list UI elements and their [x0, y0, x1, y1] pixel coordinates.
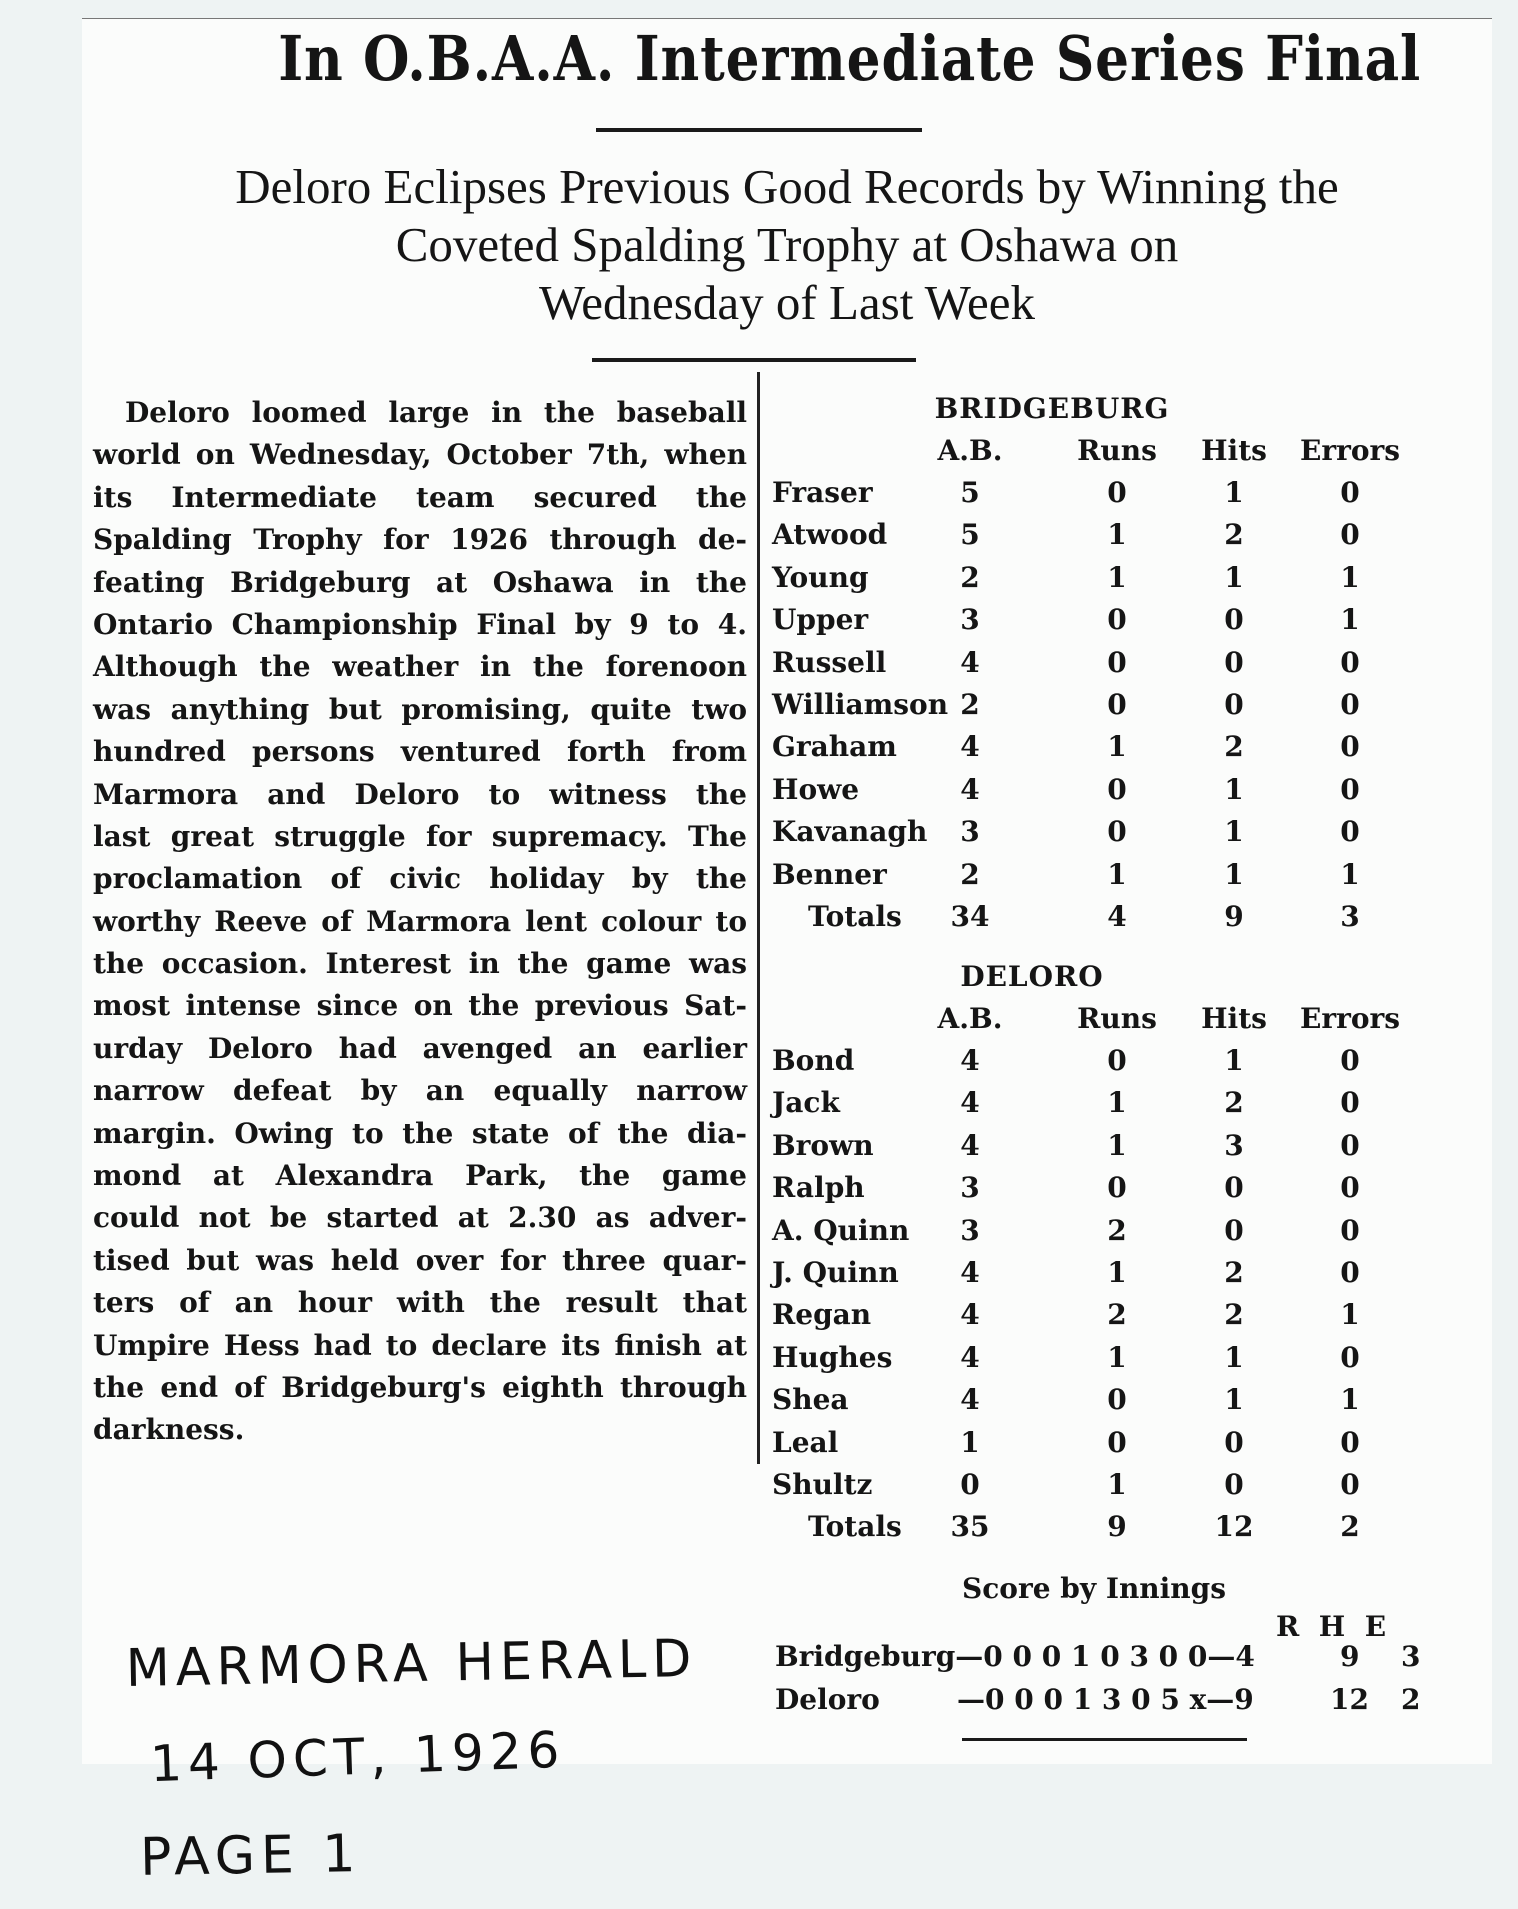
player-row [772, 1086, 1412, 1128]
runs-value: 0 [1107, 1171, 1127, 1205]
errors-value: 0 [1340, 772, 1360, 806]
innings-hits: 9 [1340, 1640, 1360, 1673]
article-line: world on Wednesday, October 7th, when [93, 438, 747, 472]
at-bats-value: 4 [960, 1086, 980, 1120]
runs-value: 0 [1107, 1383, 1127, 1417]
header-runs: Runs [1077, 1002, 1157, 1035]
player-row [772, 1171, 1412, 1213]
runs-value: 9 [1107, 1510, 1127, 1544]
header-errors: Errors [1299, 1002, 1401, 1035]
innings-hits: 12 [1330, 1683, 1369, 1716]
hits-value: 0 [1224, 603, 1244, 637]
hits-value: 1 [1224, 1383, 1244, 1417]
player-name: Howe [772, 772, 860, 806]
runs-value: 1 [1107, 730, 1127, 764]
at-bats-value: 3 [960, 815, 980, 849]
at-bats-value: 3 [960, 1171, 980, 1205]
errors-value: 0 [1340, 476, 1360, 509]
player-row [772, 1468, 1412, 1510]
hits-value: 2 [1224, 730, 1244, 764]
at-bats-value: 4 [960, 1383, 980, 1417]
article-line: Although the weather in the forenoon [93, 650, 747, 684]
errors-value: 1 [1340, 560, 1360, 594]
runs-value: 0 [1107, 476, 1127, 509]
column-rule [757, 372, 760, 1464]
player-name: Fraser [772, 476, 873, 509]
player-row [772, 1129, 1412, 1171]
hits-value: 2 [1224, 518, 1244, 552]
at-bats-value: 4 [960, 1128, 980, 1162]
errors-value: 1 [1340, 1383, 1360, 1417]
errors-value: 1 [1340, 857, 1360, 891]
at-bats-value: 5 [960, 476, 980, 509]
at-bats-value: 0 [960, 1468, 980, 1501]
player-row [772, 1298, 1412, 1340]
errors-value: 0 [1340, 1425, 1360, 1459]
at-bats-value: 4 [960, 730, 980, 764]
article-line: most intense since on the previous Sat- [93, 989, 747, 1023]
runs-value: 1 [1107, 560, 1127, 594]
errors-value: 0 [1340, 1340, 1360, 1374]
article-line: the occasion. Interest in the game was [93, 947, 747, 981]
errors-value: 0 [1340, 815, 1360, 849]
runs-value: 2 [1107, 1213, 1127, 1247]
errors-value: 2 [1340, 1510, 1360, 1544]
innings-row-deloro [775, 1683, 1425, 1716]
hits-value: 12 [1214, 1510, 1254, 1544]
player-row [772, 773, 1412, 815]
handwritten-source: MARMORA HERALD [125, 1629, 698, 1699]
hits-value: 1 [1224, 1340, 1244, 1374]
runs-value: 1 [1107, 1256, 1127, 1289]
team-title: DELORO [960, 960, 1104, 993]
article-line: Deloro loomed large in the baseball [125, 396, 747, 429]
errors-value: 3 [1340, 900, 1360, 933]
runs-value: 1 [1107, 1128, 1127, 1162]
player-name: Russell [772, 645, 887, 679]
innings-title: Score by Innings [962, 1572, 1227, 1605]
at-bats-value: 3 [960, 603, 980, 637]
innings-team: Bridgeburg [775, 1640, 956, 1673]
player-name: Kavanagh [772, 815, 928, 849]
header-runs: Runs [1077, 434, 1157, 467]
player-row [772, 603, 1412, 645]
header-ab: A.B. [937, 1002, 1003, 1035]
runs-value: 2 [1107, 1298, 1127, 1332]
runs-value: 4 [1107, 900, 1127, 933]
subheadline-line: Deloro Eclipses Previous Good Records by Winning the [235, 159, 1339, 214]
errors-value: 0 [1340, 1256, 1360, 1289]
column-headers [772, 434, 1412, 476]
article-line: could not be started at 2.30 as adver- [93, 1201, 747, 1235]
player-name: Jack [772, 1086, 840, 1120]
article-line: Ontario Championship Final by 9 to 4. [93, 607, 747, 641]
closing-rule [962, 1738, 1247, 1741]
at-bats-value: 1 [960, 1425, 980, 1459]
at-bats-value: 35 [950, 1510, 990, 1544]
hits-value: 1 [1224, 772, 1244, 806]
player-row [772, 476, 1412, 518]
article-line: narrow defeat by an equally narrow [93, 1074, 747, 1108]
hits-value: 2 [1224, 1086, 1244, 1120]
at-bats-value: 4 [960, 1044, 980, 1077]
totals-row [772, 1510, 1412, 1552]
player-row [772, 1044, 1412, 1086]
runs-value: 0 [1107, 1425, 1127, 1459]
article-line: was anything but promising, quite two [93, 692, 747, 726]
subheadline [82, 158, 1492, 332]
player-row [772, 1214, 1412, 1256]
at-bats-value: 4 [960, 1298, 980, 1332]
innings-line: —0 0 0 1 0 3 0 0—4 [955, 1640, 1255, 1673]
hits-value: 1 [1224, 1044, 1244, 1077]
at-bats-value: 2 [960, 857, 980, 891]
runs-value: 0 [1107, 815, 1127, 849]
subheadline-rule [592, 358, 916, 362]
errors-value: 0 [1340, 1213, 1360, 1247]
errors-value: 1 [1340, 1298, 1360, 1332]
article-line: mond at Alexandra Park, the game [93, 1159, 747, 1193]
runs-value: 1 [1107, 518, 1127, 552]
runs-value: 1 [1107, 1340, 1127, 1374]
player-row [772, 646, 1412, 688]
player-name: Leal [772, 1425, 839, 1459]
runs-value: 0 [1107, 772, 1127, 806]
player-name: Graham [772, 730, 897, 764]
at-bats-value: 4 [960, 1340, 980, 1374]
player-row [772, 688, 1412, 730]
handwritten-date: 14 OCT, 1926 [149, 1720, 567, 1794]
runs-value: 0 [1107, 1044, 1127, 1077]
at-bats-value: 2 [960, 560, 980, 594]
article-line: urday Deloro had avenged an earlier [93, 1031, 747, 1065]
errors-value: 0 [1340, 1044, 1360, 1077]
player-row [772, 1383, 1412, 1425]
innings-rhe-header: R H E [1276, 1610, 1387, 1643]
article-line: Umpire Hess had to declare its finish at [93, 1328, 747, 1362]
innings-row-bridgeburg [775, 1640, 1425, 1673]
player-name: Regan [772, 1298, 872, 1332]
runs-value: 1 [1107, 857, 1127, 891]
player-name: Hughes [772, 1340, 893, 1374]
player-name: Benner [772, 857, 887, 891]
hits-value: 2 [1224, 1298, 1244, 1332]
article-line: Marmora and Deloro to witness the [93, 777, 747, 811]
headline: In O.B.A.A. Intermediate Series Final [278, 22, 1422, 95]
runs-value: 0 [1107, 645, 1127, 679]
runs-value: 1 [1107, 1086, 1127, 1120]
handwritten-page: PAGE 1 [139, 1824, 362, 1888]
headline-rule [596, 128, 922, 132]
at-bats-value: 2 [960, 688, 980, 721]
errors-value: 0 [1340, 1468, 1360, 1501]
hits-value: 1 [1224, 560, 1244, 594]
article-line: tised but was held over for three quar- [93, 1243, 747, 1277]
player-name: Ralph [772, 1171, 865, 1205]
errors-value: 0 [1340, 645, 1360, 679]
article-line: worthy Reeve of Marmora lent colour to [93, 904, 747, 938]
team-title: BRIDGEBURG [934, 392, 1170, 425]
article-line: Spalding Trophy for 1926 through de- [93, 523, 747, 557]
errors-value: 0 [1340, 1128, 1360, 1162]
article-line: the end of Bridgeburg's eighth through [93, 1370, 747, 1404]
totals-label: Totals [808, 900, 902, 933]
errors-value: 1 [1340, 603, 1360, 637]
hits-value: 1 [1224, 857, 1244, 891]
subheadline-line: Coveted Spalding Trophy at Oshawa on [395, 217, 1179, 272]
totals-row [772, 900, 1412, 942]
player-row [772, 1426, 1412, 1468]
article-line: ters of an hour with the result that [93, 1286, 747, 1320]
hits-value: 0 [1224, 688, 1244, 721]
runs-value: 0 [1107, 603, 1127, 637]
hits-value: 0 [1224, 1425, 1244, 1459]
player-name: Shultz [772, 1468, 873, 1501]
header-errors: Errors [1299, 434, 1401, 467]
article-line: its Intermediate team secured the [93, 480, 747, 514]
hits-value: 0 [1224, 645, 1244, 679]
article-line: darkness. [93, 1413, 245, 1447]
subheadline-line: Wednesday of Last Week [538, 275, 1035, 330]
errors-value: 0 [1340, 518, 1360, 552]
player-name: Shea [772, 1383, 849, 1417]
at-bats-value: 3 [960, 1213, 980, 1247]
player-row [772, 730, 1412, 772]
hits-value: 0 [1224, 1468, 1244, 1501]
player-name: Upper [772, 603, 869, 637]
header-hits: Hits [1201, 1002, 1267, 1035]
hits-value: 1 [1224, 476, 1244, 509]
header-ab: A.B. [937, 434, 1003, 467]
article-line: hundred persons ventured forth from [93, 735, 747, 769]
errors-value: 0 [1340, 688, 1360, 721]
at-bats-value: 4 [960, 772, 980, 806]
hits-value: 1 [1224, 815, 1244, 849]
article-body [93, 392, 747, 1452]
article-line: margin. Owing to the state of the dia- [93, 1116, 747, 1150]
at-bats-value: 4 [960, 645, 980, 679]
hits-value: 9 [1224, 900, 1244, 933]
player-name: Williamson [772, 688, 949, 721]
player-row [772, 815, 1412, 857]
player-name: Young [772, 560, 869, 594]
innings-team: Deloro [775, 1683, 880, 1716]
hits-value: 0 [1224, 1171, 1244, 1205]
runs-value: 0 [1107, 688, 1127, 721]
at-bats-value: 5 [960, 518, 980, 552]
player-row [772, 1256, 1412, 1298]
hits-value: 3 [1224, 1128, 1244, 1162]
runs-value: 1 [1107, 1468, 1127, 1501]
errors-value: 0 [1340, 730, 1360, 764]
innings-errors: 2 [1401, 1683, 1421, 1716]
hits-value: 2 [1224, 1256, 1244, 1289]
totals-label: Totals [808, 1510, 902, 1544]
player-name: J. Quinn [772, 1256, 899, 1289]
errors-value: 0 [1340, 1171, 1360, 1205]
hits-value: 0 [1224, 1213, 1244, 1247]
article-line: feating Bridgeburg at Oshawa in the [93, 565, 747, 599]
errors-value: 0 [1340, 1086, 1360, 1120]
player-row [772, 561, 1412, 603]
player-row [772, 1341, 1412, 1383]
player-name: Bond [772, 1044, 855, 1077]
article-line: last great struggle for supremacy. The [93, 819, 747, 853]
player-row [772, 518, 1412, 560]
article-line: proclamation of civic holiday by the [93, 862, 747, 896]
innings-errors: 3 [1401, 1640, 1421, 1673]
player-row [772, 858, 1412, 900]
player-name: Brown [772, 1128, 874, 1162]
column-headers [772, 1002, 1412, 1044]
at-bats-value: 4 [960, 1256, 980, 1289]
innings-line: —0 0 0 1 3 0 5 x—9 [957, 1683, 1254, 1716]
at-bats-value: 34 [950, 900, 990, 933]
player-name: A. Quinn [772, 1213, 910, 1247]
player-name: Atwood [772, 518, 888, 552]
header-hits: Hits [1201, 434, 1267, 467]
